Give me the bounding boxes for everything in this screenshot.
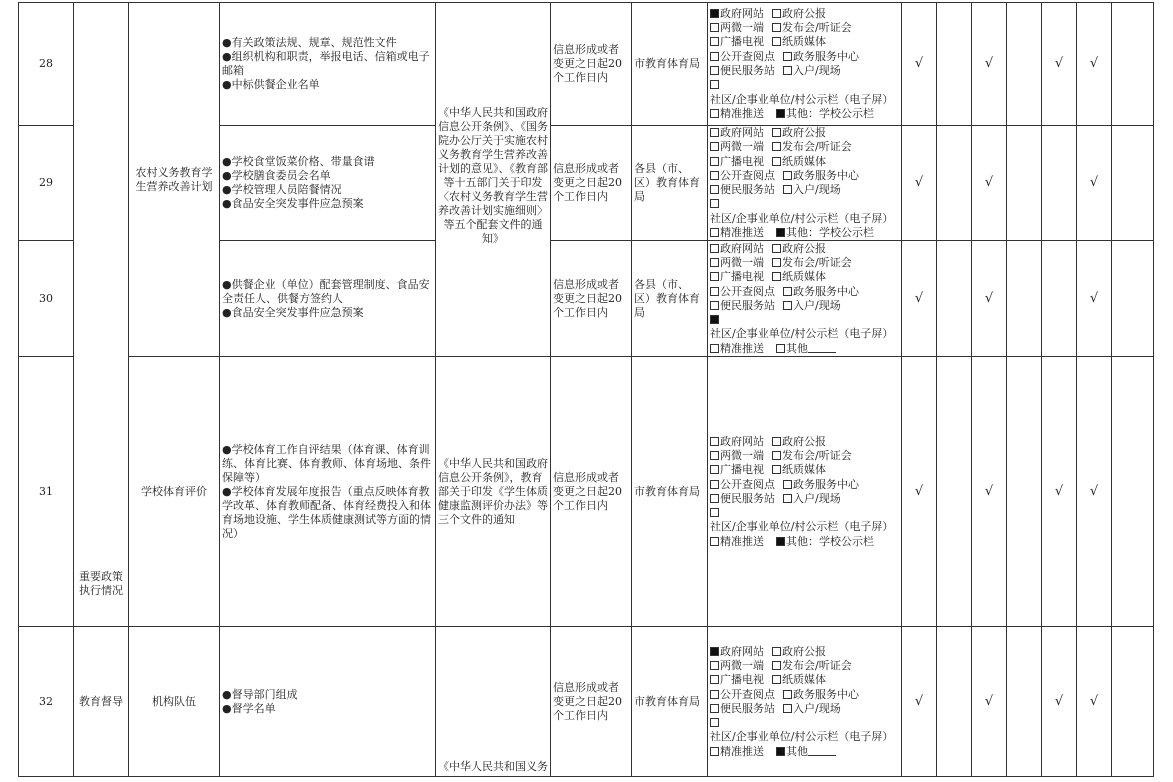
channel-row — [710, 226, 899, 240]
channel-label: 便民服务站 — [720, 491, 775, 505]
org-cell: 各县（市、区）教育体育局 — [632, 126, 708, 241]
mark-cell — [937, 627, 972, 777]
channel-row — [710, 126, 899, 140]
empty-checkbox-icon — [783, 301, 792, 310]
subcategory-cell — [129, 627, 220, 777]
deadline-cell: 信息形成或者变更之日起20个工作日内 — [551, 126, 632, 241]
basis-cell — [436, 627, 551, 777]
mark-cell — [1112, 241, 1154, 357]
content-cell — [220, 3, 436, 126]
channel-row — [710, 155, 899, 169]
empty-checkbox-icon — [772, 675, 781, 684]
channel-label: 公开查阅点 — [720, 284, 775, 298]
channel-label: 入户/现场 — [793, 64, 841, 77]
empty-checkbox-icon — [783, 494, 792, 503]
channel-row — [710, 21, 899, 35]
channel-label: 便民服务站 — [720, 183, 775, 197]
list-item: ●有关政策法规、规章、规范性文件 — [222, 36, 397, 49]
list-item-text: 有关政策法规、规章、规范性文件 — [231, 36, 397, 49]
channel-label: 纸质媒体 — [782, 154, 826, 168]
channel-row — [710, 492, 899, 506]
empty-checkbox-icon — [783, 185, 792, 194]
content-cell — [220, 241, 436, 357]
channel-label: 政府公报 — [782, 434, 826, 448]
list-item-text: 学校食堂饭菜价格、带量食谱 — [231, 155, 375, 169]
empty-checkbox-icon — [710, 747, 719, 756]
channel-cell — [708, 241, 902, 357]
list-item: ●供餐企业（单位）配套管理制度、食品安全责任人、供餐方签约人 — [222, 277, 430, 305]
channel-label: 政务服务中心 — [793, 284, 859, 298]
list-item: ●食品安全突发事件应急预案 — [222, 305, 364, 319]
empty-checkbox-icon — [710, 37, 719, 46]
fill-in-blank — [808, 746, 836, 756]
list-item-text: 食品安全突发事件应急预案 — [231, 197, 364, 211]
channel-label: 公开查阅点 — [720, 49, 775, 63]
mark-cell — [1007, 357, 1042, 627]
channel-row — [710, 745, 899, 759]
empty-checkbox-icon — [772, 465, 781, 474]
empty-checkbox-icon — [710, 437, 719, 446]
mark-cell — [1112, 3, 1154, 126]
channel-label: 政府网站 — [720, 241, 764, 255]
channel-label: 政府公报 — [782, 644, 826, 658]
mark-cell: √ — [972, 126, 1007, 241]
channel-label: 纸质媒体 — [782, 35, 826, 49]
channel-row — [710, 506, 899, 535]
empty-checkbox-icon — [772, 157, 781, 166]
list-item-text: 中标供餐企业名单 — [231, 78, 320, 91]
subcategory-cell — [129, 3, 220, 357]
org-cell: 市教育体育局 — [632, 357, 708, 627]
channel-row — [710, 342, 899, 356]
empty-checkbox-icon — [772, 437, 781, 446]
channel-row — [710, 716, 899, 745]
channel-row — [710, 107, 899, 121]
channel-label: 两微一端 — [720, 448, 764, 462]
mark-cell — [1042, 241, 1077, 357]
empty-checkbox-icon — [710, 52, 719, 61]
channel-label: 两微一端 — [720, 21, 764, 35]
channel-label: 社区/企事业单位/村公示栏（电子屏） — [710, 327, 894, 341]
checked-checkbox-icon — [776, 228, 785, 237]
empty-checkbox-icon — [710, 344, 719, 353]
deadline-cell: 信息形成或者变更之日起20个工作日内 — [551, 627, 632, 777]
subcategory-label: 机构队伍 — [152, 694, 196, 708]
empty-checkbox-icon — [710, 287, 719, 296]
channel-label: 发布会/听证会 — [782, 448, 852, 462]
mark-cell — [1007, 627, 1042, 777]
channel-label: 政府公报 — [782, 241, 826, 255]
empty-checkbox-icon — [710, 66, 719, 75]
channel-label: 政务服务中心 — [793, 477, 859, 491]
mark-cell: √ — [972, 627, 1007, 777]
empty-checkbox-icon — [772, 258, 781, 267]
channel-row — [710, 285, 899, 299]
mark-cell — [937, 126, 972, 241]
empty-checkbox-icon — [710, 109, 719, 118]
category-cell — [74, 627, 129, 777]
mark-cell: √ — [972, 241, 1007, 357]
list-item: ●学校体育发展年度报告（重点反映体育教学改革、体育教师配备、体育经费投入和体育场地设施、学生体质健康测试等方面的情况） — [222, 484, 431, 540]
empty-checkbox-icon — [783, 287, 792, 296]
empty-checkbox-icon — [783, 52, 792, 61]
mark-cell: √ — [1077, 357, 1112, 627]
channel-row — [710, 256, 899, 270]
channel-label: 广播电视 — [720, 463, 764, 477]
list-item-text: 供餐企业（单位）配套管理制度、食品安全责任人、供餐方签约人 — [222, 277, 430, 305]
list-item: ●学校食堂饭菜价格、带量食谱 — [222, 155, 375, 169]
channel-label: 政务服务中心 — [793, 49, 859, 63]
org-cell: 市教育体育局 — [632, 3, 708, 126]
content-list — [222, 36, 433, 92]
channel-label: 政府网站 — [720, 434, 764, 448]
channel-label: 两微一端 — [720, 140, 764, 154]
subcategory-label: 农村义务教育学生营养改善计划 — [135, 165, 213, 193]
checked-checkbox-icon — [710, 9, 719, 18]
table-row — [19, 627, 1154, 777]
channel-label: 政府网站 — [720, 644, 764, 658]
channel-label: 政府公报 — [782, 6, 826, 20]
mark-cell: √ — [1077, 126, 1112, 241]
mark-cell: √ — [1042, 357, 1077, 627]
list-item: ●食品安全突发事件应急预案 — [222, 197, 364, 211]
channel-label: 入户/现场 — [793, 701, 841, 715]
channel-row — [710, 688, 899, 702]
channel-row — [710, 270, 899, 284]
channel-label: 纸质媒体 — [782, 270, 826, 284]
channel-row — [710, 645, 899, 659]
channel-label: 精准推送 — [720, 534, 764, 548]
channel-label: 广播电视 — [720, 154, 764, 168]
empty-checkbox-icon — [710, 185, 719, 194]
mark-cell — [937, 3, 972, 126]
channel-label: 入户/现场 — [793, 298, 841, 312]
row-number: 28 — [19, 3, 74, 126]
channel-label: 政府公报 — [782, 126, 826, 139]
channel-label: 广播电视 — [720, 35, 764, 49]
list-item-text: 食品安全突发事件应急预案 — [231, 305, 364, 319]
fill-in-blank — [808, 343, 836, 353]
channel-row — [710, 7, 899, 21]
list-item-text: 学校膳食委员会名单 — [231, 169, 331, 183]
channel-row — [710, 478, 899, 492]
empty-checkbox-icon — [772, 37, 781, 46]
list-item: ●中标供餐企业名单 — [222, 78, 320, 91]
content-list — [222, 443, 433, 541]
mark-cell: √ — [1077, 241, 1112, 357]
content-list — [222, 278, 433, 320]
checked-checkbox-icon — [776, 109, 785, 118]
mark-cell — [1112, 627, 1154, 777]
empty-checkbox-icon — [783, 704, 792, 713]
mark-cell: √ — [972, 357, 1007, 627]
checked-checkbox-icon — [776, 747, 785, 756]
list-item: ●学校膳食委员会名单 — [222, 169, 331, 183]
channel-label: 社区/企事业单位/村公示栏（电子屏） — [710, 92, 894, 106]
channel-label: 政府网站 — [720, 126, 764, 139]
row-number: 31 — [19, 357, 74, 627]
content-cell — [220, 357, 436, 627]
channel-label: 其他：学校公示栏 — [786, 106, 874, 120]
channel-row — [710, 659, 899, 673]
mark-cell — [937, 241, 972, 357]
deadline-cell: 信息形成或者变更之日起20个工作日内 — [551, 241, 632, 357]
basis-text: 《中华人民共和国政府信息公开条例》、《国务院办公厅关于实施农村义务教育学生营养改善计划的意见》、《教育部等十五部门关于印发〈农村义务教育学生营养改善计划实施细则〉等五个配套文件的通知》 — [438, 106, 548, 245]
list-item: ●督导部门组成 — [222, 687, 298, 701]
mark-cell — [1112, 357, 1154, 627]
channel-label: 其他 — [786, 341, 808, 355]
channel-label: 发布会/听证会 — [782, 21, 852, 35]
channel-label: 政务服务中心 — [793, 687, 859, 701]
mark-cell: √ — [902, 126, 937, 241]
empty-checkbox-icon — [710, 80, 719, 89]
channel-row — [710, 435, 899, 449]
channel-cell — [708, 357, 902, 627]
empty-checkbox-icon — [710, 661, 719, 670]
empty-checkbox-icon — [772, 128, 781, 137]
channel-row — [710, 463, 899, 477]
mark-cell: √ — [902, 3, 937, 126]
empty-checkbox-icon — [772, 272, 781, 281]
channel-row — [710, 242, 899, 256]
mark-cell — [1007, 241, 1042, 357]
checked-checkbox-icon — [776, 537, 785, 546]
channel-row — [710, 140, 899, 154]
row-number: 30 — [19, 241, 74, 357]
channel-label: 政务服务中心 — [793, 168, 859, 182]
list-item-text: 督导部门组成 — [231, 687, 298, 701]
empty-checkbox-icon — [710, 704, 719, 713]
channel-label: 纸质媒体 — [782, 673, 826, 687]
channel-label: 发布会/听证会 — [782, 658, 852, 672]
channel-cell — [708, 627, 902, 777]
empty-checkbox-icon — [710, 157, 719, 166]
empty-checkbox-icon — [710, 258, 719, 267]
mark-cell — [1007, 3, 1042, 126]
empty-checkbox-icon — [710, 494, 719, 503]
content-list — [222, 688, 433, 716]
list-item-text: 学校体育发展年度报告（重点反映体育教学改革、体育教师配备、体育经费投入和体育场地设施、学生体质健康测试等方面的情况） — [222, 484, 431, 540]
channel-row — [710, 673, 899, 687]
channel-row — [710, 197, 899, 226]
channel-label: 精准推送 — [720, 744, 764, 758]
org-cell: 各县（市、区）教育体育局 — [632, 241, 708, 357]
empty-checkbox-icon — [772, 661, 781, 670]
empty-checkbox-icon — [710, 301, 719, 310]
content-cell — [220, 627, 436, 777]
mark-cell: √ — [1077, 627, 1112, 777]
category-cell — [74, 3, 129, 627]
channel-label: 公开查阅点 — [720, 168, 775, 182]
channel-label: 精准推送 — [720, 341, 764, 355]
mark-cell: √ — [902, 357, 937, 627]
content-cell — [220, 126, 436, 241]
channel-row — [710, 78, 899, 107]
channel-label: 公开查阅点 — [720, 687, 775, 701]
channel-label: 其他：学校公示栏 — [786, 534, 874, 548]
channel-label: 公开查阅点 — [720, 477, 775, 491]
empty-checkbox-icon — [776, 344, 785, 353]
table-row — [19, 3, 1154, 126]
empty-checkbox-icon — [783, 66, 792, 75]
channel-label: 入户/现场 — [793, 183, 841, 197]
empty-checkbox-icon — [710, 508, 719, 517]
empty-checkbox-icon — [710, 142, 719, 151]
basis-cell — [436, 357, 551, 627]
channel-cell — [708, 126, 902, 241]
mark-cell — [1112, 126, 1154, 241]
empty-checkbox-icon — [710, 244, 719, 253]
mark-cell: √ — [902, 241, 937, 357]
channel-row — [710, 449, 899, 463]
empty-checkbox-icon — [710, 465, 719, 474]
channel-label: 其他 — [786, 744, 808, 758]
category-label: 重要政策执行情况 — [79, 570, 123, 598]
channel-label: 便民服务站 — [720, 701, 775, 715]
empty-checkbox-icon — [710, 451, 719, 460]
empty-checkbox-icon — [783, 480, 792, 489]
list-item-text: 组织机构和职责，举报电话、信箱或电子邮箱 — [222, 50, 430, 77]
checked-checkbox-icon — [710, 315, 719, 324]
empty-checkbox-icon — [710, 480, 719, 489]
row-number: 29 — [19, 126, 74, 241]
channel-label: 精准推送 — [720, 106, 764, 120]
empty-checkbox-icon — [710, 537, 719, 546]
channel-label: 发布会/听证会 — [782, 255, 852, 269]
content-list — [222, 155, 433, 211]
channel-label: 纸质媒体 — [782, 463, 826, 477]
list-item: ●学校体育工作自评结果（体育课、体育训练、体育比赛、体育教师、体育场地、条件保障等） — [222, 442, 431, 484]
list-item: ●组织机构和职责，举报电话、信箱或电子邮箱 — [222, 50, 430, 77]
deadline-cell: 信息形成或者变更之日起20个工作日内 — [551, 3, 632, 126]
basis-text: 《中华人民共和国政府信息公开条例》，教育部关于印发《学生体质健康监测评价办法》等三个文件的通知 — [438, 456, 548, 526]
empty-checkbox-icon — [783, 171, 792, 180]
empty-checkbox-icon — [772, 9, 781, 18]
basis-text: 《中华人民共和国义务 — [438, 760, 548, 774]
empty-checkbox-icon — [772, 244, 781, 253]
mark-cell: √ — [1042, 3, 1077, 126]
channel-label: 入户/现场 — [793, 491, 841, 505]
empty-checkbox-icon — [710, 199, 719, 208]
mark-cell: √ — [1042, 627, 1077, 777]
channel-label: 社区/企事业单位/村公示栏（电子屏） — [710, 520, 894, 534]
channel-row — [710, 299, 899, 313]
mark-cell: √ — [1077, 3, 1112, 126]
channel-label: 其他：学校公示栏 — [786, 226, 874, 240]
channel-label: 便民服务站 — [720, 298, 775, 312]
table-row — [19, 357, 1154, 627]
channel-row — [710, 35, 899, 49]
row-number: 32 — [19, 627, 74, 777]
category-label: 教育督导 — [79, 694, 123, 708]
mark-cell — [1042, 126, 1077, 241]
empty-checkbox-icon — [710, 128, 719, 137]
channel-label: 社区/企事业单位/村公示栏（电子屏） — [710, 211, 894, 225]
subcategory-label: 学校体育评价 — [141, 484, 207, 498]
channel-row — [710, 169, 899, 183]
channel-row — [710, 702, 899, 716]
empty-checkbox-icon — [783, 690, 792, 699]
channel-label: 政府网站 — [720, 6, 764, 20]
empty-checkbox-icon — [710, 23, 719, 32]
channel-row — [710, 50, 899, 64]
list-item-text: 学校管理人员陪餐情况 — [231, 183, 342, 197]
empty-checkbox-icon — [710, 171, 719, 180]
checked-checkbox-icon — [710, 647, 719, 656]
mark-cell: √ — [972, 3, 1007, 126]
deadline-cell: 信息形成或者变更之日起20个工作日内 — [551, 357, 632, 627]
empty-checkbox-icon — [710, 228, 719, 237]
org-cell: 市教育体育局 — [632, 627, 708, 777]
empty-checkbox-icon — [772, 23, 781, 32]
empty-checkbox-icon — [710, 272, 719, 281]
mark-cell — [1007, 126, 1042, 241]
channel-row — [710, 535, 899, 549]
empty-checkbox-icon — [772, 647, 781, 656]
channel-row — [710, 64, 899, 78]
channel-label: 便民服务站 — [720, 64, 775, 77]
subcategory-cell — [129, 357, 220, 627]
channel-cell — [708, 3, 902, 126]
channel-row — [710, 183, 899, 197]
list-item-text: 学校体育工作自评结果（体育课、体育训练、体育比赛、体育教师、体育场地、条件保障等） — [222, 442, 431, 484]
mark-cell: √ — [902, 627, 937, 777]
channel-row — [710, 313, 899, 342]
channel-label: 两微一端 — [720, 658, 764, 672]
empty-checkbox-icon — [710, 718, 719, 727]
empty-checkbox-icon — [772, 451, 781, 460]
mark-cell — [937, 357, 972, 627]
channel-label: 精准推送 — [720, 226, 764, 240]
basis-cell — [436, 3, 551, 357]
disclosure-table — [18, 2, 1154, 777]
empty-checkbox-icon — [710, 675, 719, 684]
table-body — [19, 3, 1154, 777]
channel-label: 社区/企事业单位/村公示栏（电子屏） — [710, 730, 894, 744]
list-item: ●督学名单 — [222, 701, 276, 715]
list-item: ●学校管理人员陪餐情况 — [222, 183, 342, 197]
channel-label: 广播电视 — [720, 673, 764, 687]
channel-label: 两微一端 — [720, 255, 764, 269]
channel-label: 发布会/听证会 — [782, 140, 852, 154]
empty-checkbox-icon — [710, 690, 719, 699]
empty-checkbox-icon — [772, 142, 781, 151]
channel-label: 广播电视 — [720, 270, 764, 284]
list-item-text: 督学名单 — [231, 701, 276, 715]
